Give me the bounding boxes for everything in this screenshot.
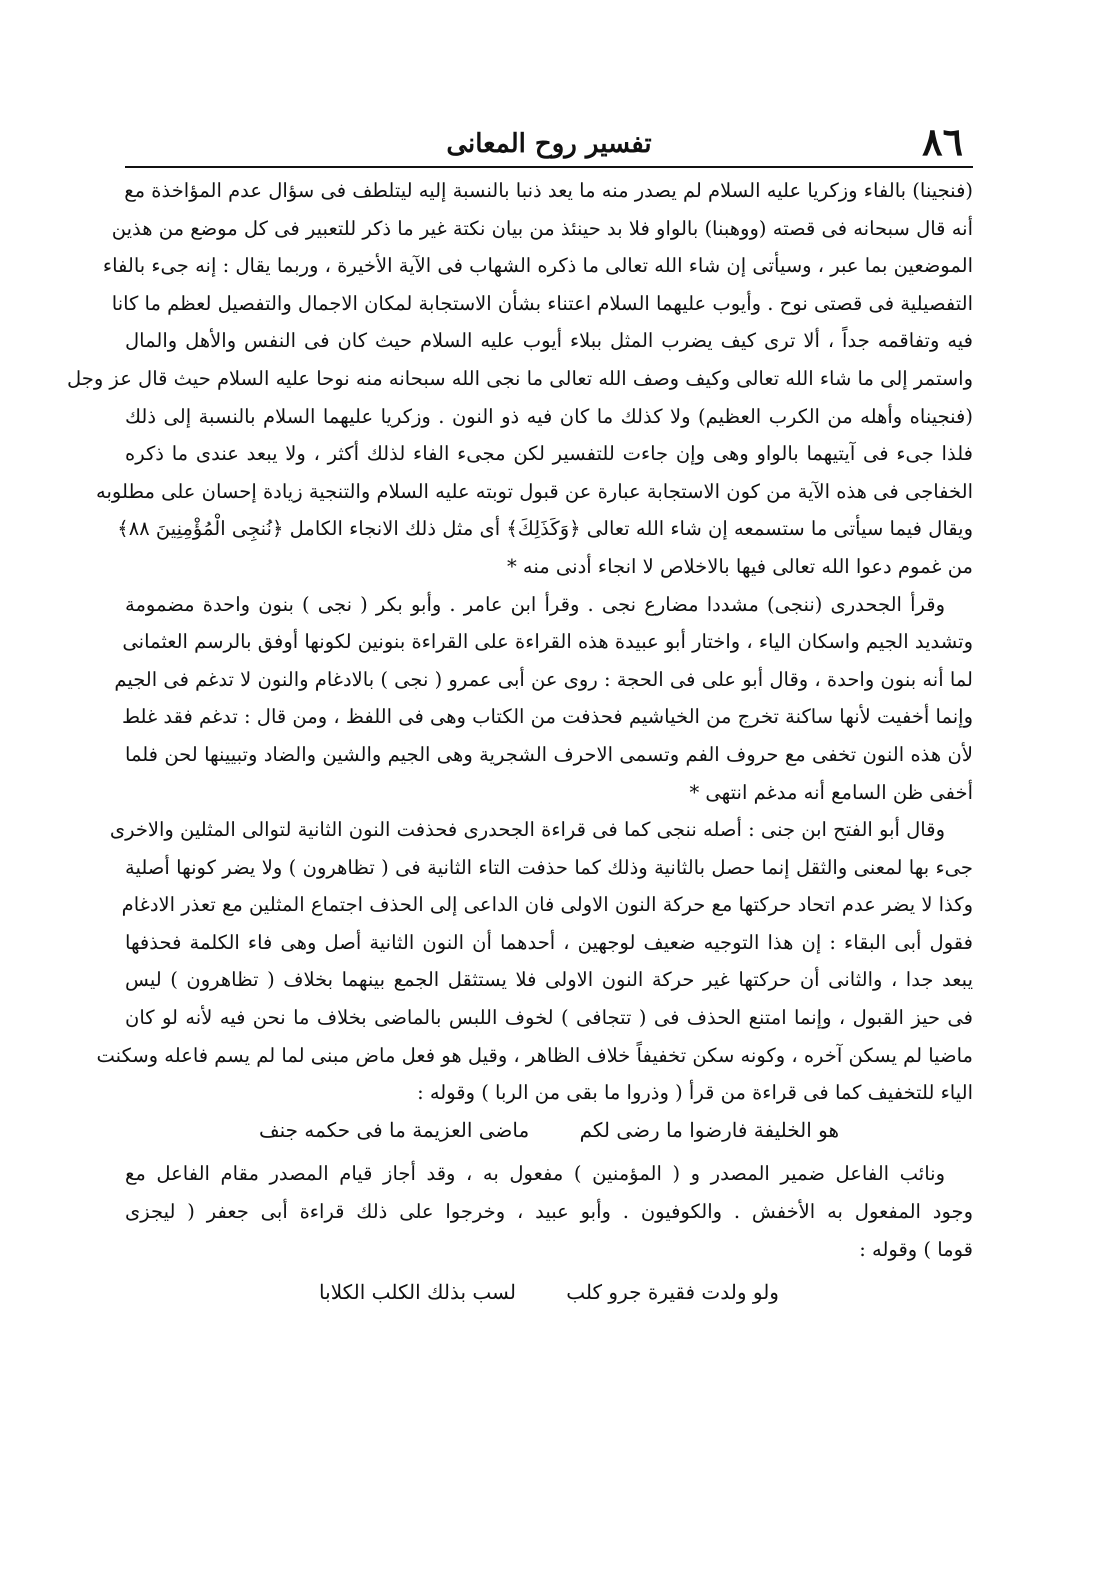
text-line: لأن هذه النون تخفى مع حروف الفم وتسمى الاحرف الشجرية وهى الجيم والشين والضاد وتبيينها لحن فلما <box>125 742 973 766</box>
text-line: الخفاجى فى هذه الآية من كون الاستجابة عبارة عن قبول توبته عليه السلام والتنجية زيادة إحسان على مطلوبه <box>96 479 973 503</box>
page-header <box>125 118 973 168</box>
text-line: لما أنه بنون واحدة ، وقال أبو على فى الحجة : روى عن أبى عمرو ( نجى ) بالادغام والنون لا تدغم فى الجيم <box>114 667 973 691</box>
page-number: ٨٦ <box>922 119 963 164</box>
text-line: فقول أبى البقاء : إن هذا التوجيه ضعيف لوجهين ، أحدهما أن النون الثانية أصل وهى فاء الكلمة فحذفها <box>125 930 973 954</box>
text-line: الموضعين بما عبر ، وسيأتى إن شاء الله تعالى ما ذكره الشهاب فى الآية الأخيرة ، وربما يقال : إنه جىء بالفاء <box>102 254 973 278</box>
text-line: فى حيز القبول ، وإنما امتنع الحذف فى ( تتجافى ) لخوف اللبس بالماضى بخلاف ما نحن فيه لأنه لو كان <box>125 1006 973 1030</box>
text-line: (فنجيناه وأهله من الكرب العظيم) ولا كذلك ما كان فيه ذو النون . وزكريا عليهما السلام بالنسبة إلى ذلك <box>125 404 973 428</box>
text-line: يبعد جدا ، والثانى أن حركتها غير حركة النون الاولى فلا يستثقل الجمع بينهما بخلاف ( تظاهرون ) ليس <box>125 968 973 992</box>
text-line: أخفى ظن السامع أنه مدغم انتهى * <box>689 780 973 804</box>
poetry-verse <box>125 1274 973 1312</box>
commentary-text <box>67 172 973 1312</box>
verse-second-hemistich: ماضى العزيمة ما فى حكمه جنف <box>258 1117 530 1142</box>
text-line: واستمر إلى ما شاء الله تعالى وكيف وصف الله تعالى ما نجى الله سبحانه منه نوحا عليه السلام حيث قال عز وجل <box>67 366 973 390</box>
poetry-verse <box>125 1112 973 1150</box>
text-line-quran-quote: ويقال فيما سيأتى ما ستسمعه إن شاء الله تعالى ﴿وَكَذَلِكَ﴾ أى مثل ذلك الانجاء الكامل ﴿نُنجِى الْمُؤْمِنِينَ ٨٨﴾ <box>117 517 973 541</box>
text-line: التفصيلية فى قصتى نوح . وأيوب عليهما السلام اعتناء بشأن الاستجابة لمكان الاجمال والتفصيل لعظم ما كانا <box>111 291 973 315</box>
text-line: ماضيا لم يسكن آخره ، وكونه سكن تخفيفاً خلاف الظاهر ، وقيل هو فعل ماض مبنى لما لم يسم فاعله وسكنت <box>96 1043 973 1067</box>
verse-second-hemistich: لسب بذلك الكلب الكلابا <box>319 1280 516 1305</box>
text-line: وقرأ الجحدرى (ننجى) مشددا مضارع نجى . وقرأ ابن عامر . وأبو بكر ( نجى ) بنون واحدة مضمومة <box>125 592 945 616</box>
text-line: (فنجينا) بالفاء وزكريا عليه السلام لم يصدر منه ما يعد ذنبا بالنسبة إليه ليتلطف فى سؤال عدم المؤاخذة مع <box>124 179 973 202</box>
verse-first-hemistich: هو الخليفة فارضوا ما رضى لكم <box>579 1117 840 1142</box>
text-line: وكذا لا يضر عدم اتحاد حركتها مع حركة النون الاولى فان الداعى إلى الحذف اجتماع المثلين مع تعذر الادغام <box>121 893 973 917</box>
text-line: وتشديد الجيم واسكان الياء ، واختار أبو عبيدة هذه القراءة على القراءة بنونين لكونها أوفق بالرسم العثمانى <box>122 630 973 654</box>
text-line: الياء للتخفيف كما فى قراءة من قرأ ( وذروا ما بقى من الربا ) وقوله : <box>417 1081 973 1105</box>
text-line: جىء بها لمعنى والثقل إنما حصل بالثانية وذلك كما حذفت التاء الثانية فى ( تظاهرون ) ولا يضر كونها أصلية <box>125 855 973 879</box>
text-line: فيه وتفاقمه جداً ، ألا ترى كيف يضرب المثل ببلاء أيوب عليه السلام حيث كان فى النفس والأهل والمال <box>125 329 973 353</box>
running-title: تفسير روح المعانى <box>446 129 652 159</box>
text-line: أنه قال سبحانه فى قصته (ووهبنا) بالواو فلا بد حينئذ من بيان نكتة غير ما ذكر للتعبير فى كل موضع من هذين <box>111 216 973 240</box>
text-line: فلذا جىء فى آيتيهما بالواو وهى وإن جاءت للتفسير لكن مجىء الفاء لذلك أكثر ، ولا يبعد عندى ما ذكره <box>125 442 973 466</box>
text-line: من غموم دعوا الله تعالى فيها بالاخلاص لا انجاء أدنى منه * <box>506 554 973 578</box>
verse-first-hemistich: ولو ولدت فقيرة جرو كلب <box>566 1280 779 1305</box>
text-line: قوما ) وقوله : <box>859 1237 973 1261</box>
text-line: وقال أبو الفتح ابن جنى : أصله ننجى كما فى قراءة الجحدرى فحذفت النون الثانية لتوالى المثلين والاخرى <box>109 818 945 842</box>
text-line: وإنما أخفيت لأنها ساكنة تخرج من الخياشيم فحذفت من الكتاب وهى فى اللفظ ، ومن قال : تدغم فقد غلط <box>122 705 973 729</box>
text-line: ونائب الفاعل ضمير المصدر و ( المؤمنين ) مفعول به ، وقد أجاز قيام المصدر مقام الفاعل مع <box>125 1162 945 1186</box>
text-line: وجود المفعول به الأخفش . والكوفيون . وأبو عبيد ، وخرجوا على ذلك قراءة أبى جعفر ( ليجزى <box>125 1200 973 1224</box>
